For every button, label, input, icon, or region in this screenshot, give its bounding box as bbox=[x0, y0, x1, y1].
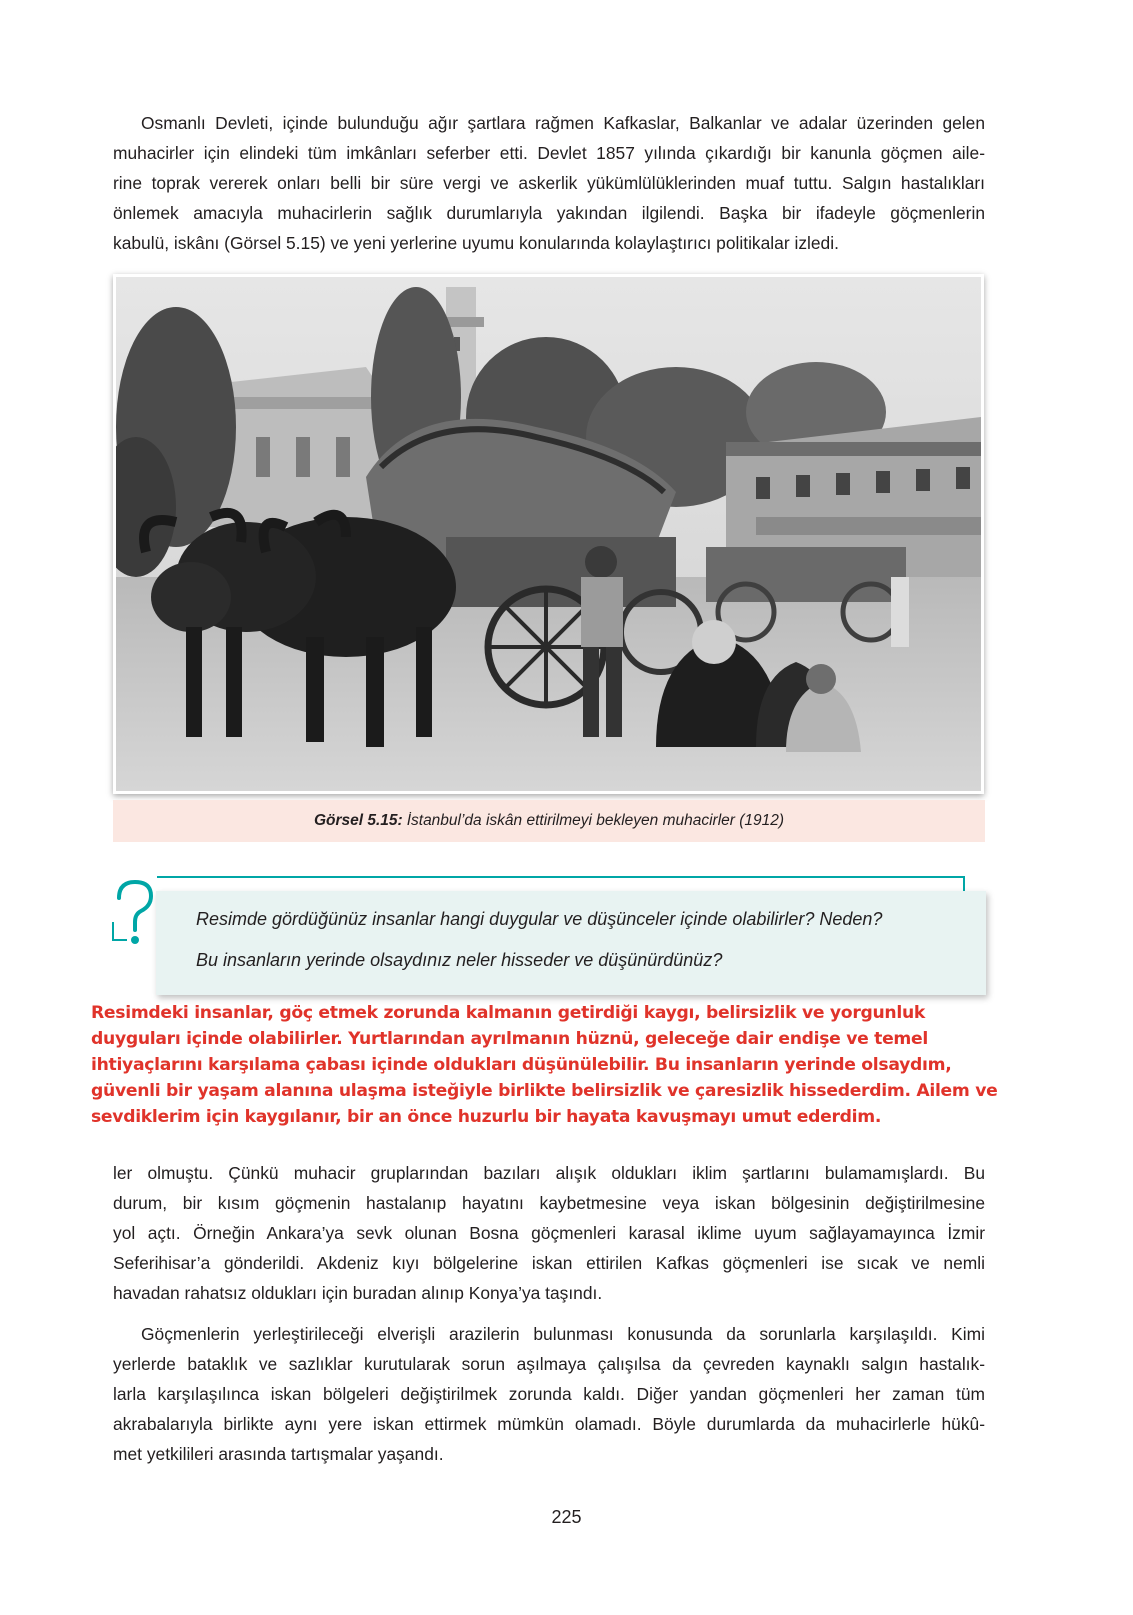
paragraph-line: Osmanlı Devleti, içinde bulunduğu ağır şartlara rağmen Kafkaslar, Balkanlar ve adalar üzerinden gelen bbox=[141, 113, 985, 133]
figure-caption-label: Görsel 5.15: bbox=[313, 812, 403, 829]
ox-cart-photo-image bbox=[116, 277, 981, 791]
answer-line: güvenli bir yaşam alanına ulaşma isteğiyle birlikte belirsizlik ve çaresizlik hissederdim. Ailem ve bbox=[91, 1081, 998, 1101]
paragraph-line: akrabalarıyla birlikte aynı yere iskan ettirmek mümkün olamadı. Böyle durumlarda da muhacirlerle hükû- bbox=[113, 1414, 985, 1434]
body-paragraph-2 bbox=[113, 1158, 985, 1308]
question-line-1: Resimde gördüğünüz insanlar hangi duygular ve düşünceler içinde olabilirler? Neden? bbox=[196, 909, 883, 929]
paragraph-line: ler olmuştu. Çünkü muhacir gruplarından bazıları alışık oldukları iklim şartlarını bulamamışlardı. Bu bbox=[113, 1163, 985, 1183]
paragraph-line: kabulü, iskânı (Görsel 5.15) ve yeni yerlerine uyumu konularında kolaylaştırıcı politikalar izledi. bbox=[113, 233, 839, 253]
paragraph-line: met yetkilileri arasında tartışmalar yaşandı. bbox=[113, 1444, 444, 1464]
paragraph-line: durum, bir kısım göçmenin hastalanıp hayatını kaybetmesine veya iskan bölgesinin değiştirilmesine bbox=[113, 1193, 985, 1213]
paragraph-line: yerlerde bataklık ve sazlıklar kurutularak sorun aşılmaya çalışılsa da çevreden kaynaklı salgın hastalık- bbox=[113, 1354, 985, 1374]
answer-line: sevdiklerim için kaygılanır, bir an önce huzurlu bir hayata kavuşmayı umut ederdim. bbox=[91, 1107, 882, 1127]
figure-caption-text: İstanbul’da iskân ettirilmeyi bekleyen muhacirler (1912) bbox=[406, 812, 785, 829]
body-paragraph-3 bbox=[113, 1319, 985, 1469]
page-number: 225 bbox=[551, 1507, 582, 1527]
question-box bbox=[156, 891, 986, 995]
paragraph-line: muhacirler için elindeki tüm imkânları seferber etti. Devlet 1857 yılında çıkardığı bir kanunla göçmen aile- bbox=[113, 143, 985, 163]
paragraph-line: yol açtı. Örneğin Ankara’ya sevk olunan Bosna göçmenleri karasal iklime uyum sağlayamayınca İzmir bbox=[113, 1223, 985, 1243]
paragraph-line: havadan rahatsız oldukları için buradan alınıp Konya’ya taşındı. bbox=[113, 1283, 603, 1303]
question-mark-icon bbox=[111, 878, 157, 948]
historical-photo bbox=[113, 274, 984, 794]
answer-line: ihtiyaçlarını karşılama çabası içinde oldukları düşünülebilir. Bu insanların yerinde olsaydım, bbox=[91, 1055, 952, 1075]
answer-text bbox=[91, 1000, 1026, 1130]
paragraph-line: larla karşılaşılınca iskan bölgeleri değiştirilmek zorunda kaldı. Diğer yandan göçmenleri her zaman tüm bbox=[113, 1384, 985, 1404]
paragraph-line: Seferihisar’a gönderildi. Akdeniz kıyı bölgelerine iskan ettirilen Kafkas göçmenleri ise sıcak ve nemli bbox=[113, 1253, 985, 1273]
paragraph-line: önlemek amacıyla muhacirlerin sağlık durumlarıyla yakından ilgilendi. Başka bir ifadeyle göçmenlerin bbox=[113, 203, 985, 223]
figure-caption bbox=[113, 800, 985, 842]
intro-paragraph bbox=[113, 108, 985, 258]
answer-line: Resimdeki insanlar, göç etmek zorunda kalmanın getirdiği kaygı, belirsizlik ve yorgunluk bbox=[91, 1003, 926, 1023]
paragraph-line: rine toprak vererek onları belli bir süre vergi ve askerlik yükümlülüklerinden muaf tuttu. Salgın hastalıkları bbox=[113, 173, 985, 193]
answer-line: duyguları içinde olabilirler. Yurtlarından ayrılmanın hüznü, geleceğe dair endişe ve temel bbox=[91, 1029, 928, 1049]
paragraph-line: Göçmenlerin yerleştirileceği elverişli arazilerin bulunması konusunda da sorunlarla karşılaşıldı. Kimi bbox=[141, 1324, 985, 1344]
question-line-2: Bu insanların yerinde olsaydınız neler hisseder ve düşünürdünüz? bbox=[196, 950, 723, 970]
